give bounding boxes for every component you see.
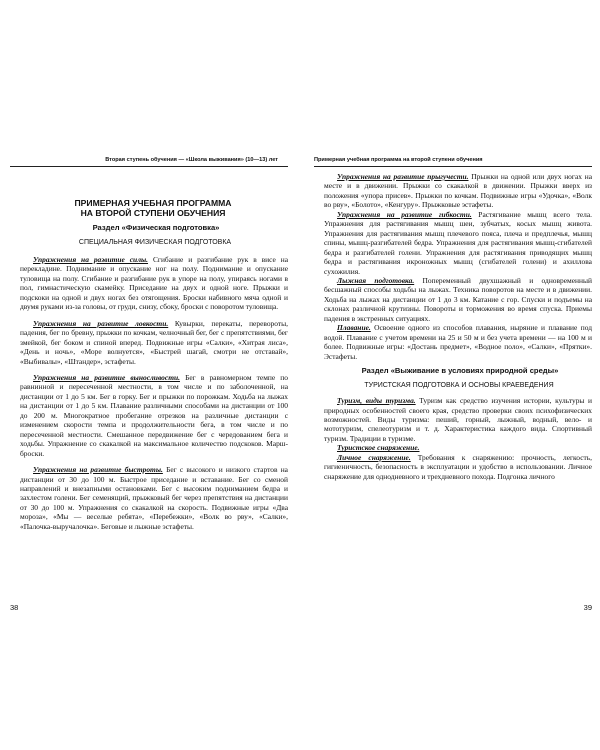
paragraph-jumping [324,172,592,210]
paragraph-lead: Туристское снаряжение. [337,443,420,453]
paragraph-agility [20,319,288,366]
right-body-text-bottom [324,396,592,481]
paragraph-speed [20,465,288,531]
paragraph-text: Сгибание и разгибание рук в висе на перекладине. Поднимание и опускание ног на полу. Поднимание и опускание туловища на полу. Сгибание и разгибание рук в упоре на полу, упираясь ногами в пол, гимнастическую скамейку. Приседание на двух и одной ноге. Прыжки и подскоки на одной и двух ногах без отягощения. Броски набивного мяча одной и двумя руками из-за головы, от груди, снизу, сбоку, броски с поворотом туловища. [20,255,288,312]
title-line-2: НА ВТОРОЙ СТУПЕНИ ОБУЧЕНИЯ [80,208,226,218]
paragraph-personal-equipment [324,453,592,481]
left-page [10,157,288,617]
right-page [314,157,592,617]
paragraph-text: Освоение одного из способов плавания, ныряние и плавание под водой. Плавание с учетом времени на 25 и 50 м и без учета времени — на 100 м и более. Подвижные игры: «Достань предмет», «Водное поло», «Салки», «Прятки». Эстафеты. [324,323,592,361]
paragraph-lead: Упражнения на развитие прыгучести. [337,172,469,181]
right-body-text-top [324,172,592,361]
paragraph-text: Кувырки, перекаты, перевороты, падения, бег по бревну, прыжки по кочкам, челночный бег, бег с препятствиями, бег змейкой, бег боком и спиной вперед. Подвижные игры «Салки», «Хитрая лиса», «День и ночь», «Море волнуется», «Быстрей шагай, смотри не отставай», «Выбивалы», «Штандер», эстафеты. [20,318,289,366]
section-heading-physical: Раздел «Физическая подготовка» [92,223,220,232]
subsection-heading-tourism: ТУРИСТСКАЯ ПОДГОТОВКА И ОСНОВЫ КРАЕВЕДЕНИЯ [364,382,554,390]
paragraph-lead: Личное снаряжение. [337,452,411,462]
paragraph-text: Туризм как средство изучения истории, культуры и природных особенностей своего края, средство проверки своих психофизических возможностей. Виды туризма: пеший, горный, лыжный, водный, вело- и мототуризм, спелеотуризм и т. д. Характеристика каждого вида. Спортивный туризм. Традиции в туризме. [324,396,592,443]
paragraph-lead: Упражнения на развитие гибкости. [337,209,472,219]
paragraph-lead: Упражнения на развитие выносливости. [33,372,180,382]
paragraph-strength [20,255,288,312]
title-line-1: ПРИМЕРНАЯ УЧЕБНАЯ ПРОГРАММА [74,198,232,208]
running-head-right: Примерная учебная программа на второй ступени обучения [314,157,592,167]
paragraph-lead: Лыжная подготовка. [337,275,415,285]
paragraph-lead: Упражнения на развитие силы. [33,255,149,264]
paragraph-text: Требования к снаряжению: прочность, легкость, гигиеничность, безопасность в эксплуатации и удобство в использовании. Личное снаряжение для однодневного и трехдневного похода. Подгонка личного [324,452,592,481]
left-body-text [20,255,288,531]
paragraph-flexibility [324,210,592,276]
page-number-right: 39 [583,603,592,612]
paragraph-text: Бег в равномерном темпе по равнинной и пересеченной местности, в том числе и по заболоченной, на дистанции от 1 до 5 км. Бег в горку. Бег и прыжки по порожкам. Ходьба на лыжах на дистанции от 1 до 5 км. Плавание различными способами на дистанции от 100 до 200 м. Многократное пробегание отрезков на различные дистанции с изменением скорости темпа и продолжительности бега, в том числе и по пересеченной местности. Смешанное передвижение бег с чередованием бега и ходьбы. Упражнение со скакалкой на максимальное количество подскоков. Марш-броски. [20,372,289,458]
paragraph-equipment [324,443,592,452]
paragraph-lead: Упражнения на развитие ловкости. [33,318,169,328]
page-title [10,198,288,218]
paragraph-swimming [324,323,592,361]
subsection-heading-special-training: СПЕЦИАЛЬНАЯ ФИЗИЧЕСКАЯ ПОДГОТОВКА [78,239,232,246]
paragraph-text: Прыжки на одной или двух ногах на месте и в движении. Прыжки со скакалкой в движении. Прыжки вверх из положения «упора присев». Прыжки по кочкам. Подвижные игры «Удочка», «Волк во рву», «Болото», «Кенгуру». Прыжковые эстафеты. [324,172,592,210]
paragraph-text: Растягивание мышц всего тела. Упражнения для растягивания мышц шеи, зубчатых, косых мышц живота. Упражнения для растягивания мышц плечевого пояса, плеча и предплечья, мышц спины, мышц-разгибателей бедра. Упражнения для растягивания мышц-сгибателей бедра и разгибателей голени. Упражнения для растягивания приводящих мышц бедра и растягивания икроножных мышц (сгибателей голени) и ахиллова сухожилия. [324,209,592,276]
page-number-left: 38 [10,603,19,612]
paragraph-lead: Плавание. [337,323,371,333]
paragraph-lead: Упражнения на развитие быстроты. [33,465,163,475]
section-heading-survival: Раздел «Выживание в условиях природной среды» [361,366,559,376]
paragraph-lead: Туризм, виды туризма. [337,396,416,406]
paragraph-tourism-types [324,396,592,443]
paragraph-endurance [20,373,288,458]
paragraph-text: Попеременный двухшажный и одновременный бесшажный способы ходьбы на лыжах. Техника поворотов на месте и в движении. Ходьба на лыжах на дистанции от 1 до 3 км. Катание с гор. Спуски и подъемы на склонах различной крутизны. Повороты и торможения во время спуска. Приемы падения в экстренных ситуациях. [324,275,592,323]
paragraph-skiing [324,276,592,323]
paragraph-text: Бег с высокого и низкого стартов на дистанции от 30 до 100 м. Быстрое приседание и вставание. Бег со сменой направлений и внезапными остановками. Бег с высоким подниманием бедра и захлестом голени. Бег семенящий, прыжковый бег через препятствия на дистанции от 30 до 100 м. Упражнения со скакалкой на скорость. Подвижные игры «Два мороза», «Мы — веселые ребята», «Перебежки», «Волк во рву», «Салки», «Палочка-выручалочка». Беговые и лыжные эстафеты. [20,465,288,531]
running-head-left: Вторая ступень обучения — «Школа выживания» (10—13) лет [10,157,288,167]
